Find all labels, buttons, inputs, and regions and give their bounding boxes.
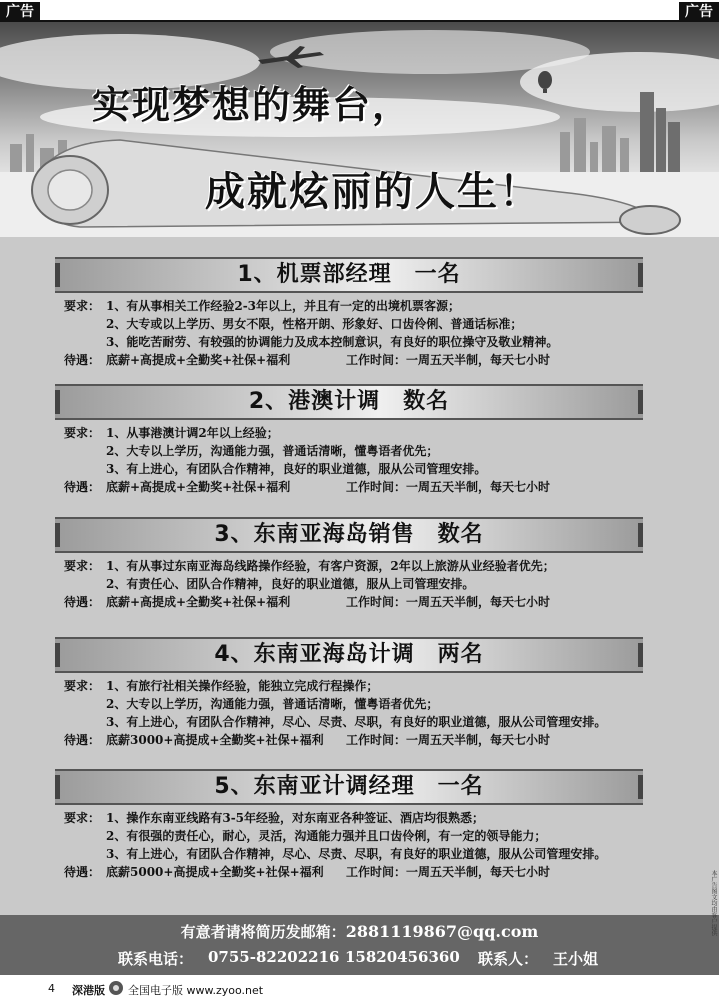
job-4 bbox=[0, 637, 719, 749]
requirement: 3、有上进心，有团队合作精神，尽心、尽责、尽职，有良好的职业道德，服从公司管理安排。 bbox=[106, 715, 607, 729]
page-footer bbox=[0, 978, 719, 1000]
work-hours: 工作时间：一周五天半制，每天七小时 bbox=[346, 595, 551, 609]
site-link[interactable]: 全国电子版 www.zyoo.net bbox=[128, 984, 264, 997]
req-label: 要求： bbox=[64, 299, 101, 313]
contact-person: 王小姐 bbox=[553, 950, 599, 968]
benefits: 底薪+高提成+全勤奖+社保+福利 bbox=[106, 353, 291, 367]
requirement: 1、从事港澳计调2年以上经验； bbox=[106, 426, 279, 440]
work-hours: 工作时间：一周五天半制，每天七小时 bbox=[346, 733, 551, 747]
ad-tag-left: 广告 bbox=[0, 2, 40, 22]
slogan-line-2: 成就炫丽的人生！ bbox=[205, 168, 541, 215]
requirement: 3、有上进心，有团队合作精神，良好的职业道德，服从公司管理安排。 bbox=[106, 462, 487, 476]
contact-email: 2881119867@qq.com bbox=[345, 922, 539, 941]
requirement: 2、大专以上学历，沟通能力强，普通话清晰，懂粤语者优先； bbox=[106, 444, 439, 458]
benefits: 底薪+高提成+全勤奖+社保+福利 bbox=[106, 595, 291, 609]
req-label: 要求： bbox=[64, 679, 101, 693]
req-label: 要求： bbox=[64, 426, 101, 440]
job-title: 2、港澳计调 数名 bbox=[55, 384, 643, 420]
requirement: 1、操作东南亚线路有3-5年经验，对东南亚各种签证、酒店均很熟悉； bbox=[106, 811, 485, 825]
job-title: 1、机票部经理 一名 bbox=[55, 257, 643, 293]
job-3 bbox=[0, 517, 719, 611]
requirement: 3、能吃苦耐劳、有较强的协调能力及成本控制意识，有良好的职位操守及敬业精神。 bbox=[106, 335, 559, 349]
side-note: 本广告图文均由客户提供 bbox=[710, 870, 717, 936]
requirement: 2、大专以上学历，沟通能力强，普通话清晰，懂粤语者优先； bbox=[106, 697, 439, 711]
job-2 bbox=[0, 384, 719, 496]
job-title: 4、东南亚海岛计调 两名 bbox=[55, 637, 643, 673]
requirement: 1、有旅行社相关操作经验，能独立完成行程操作； bbox=[106, 679, 379, 693]
requirement: 2、大专或以上学历、男女不限，性格开朗、形象好、口齿伶俐、普通话标准； bbox=[106, 317, 523, 331]
requirement: 2、有很强的责任心，耐心，灵活，沟通能力强并且口齿伶俐，有一定的领导能力； bbox=[106, 829, 547, 843]
phone-number-1: 0755-82202216 bbox=[208, 948, 340, 966]
job-title: 3、东南亚海岛销售 数名 bbox=[55, 517, 643, 553]
logo-icon bbox=[108, 980, 124, 999]
page-number: 4 bbox=[48, 982, 55, 995]
banner bbox=[0, 22, 719, 237]
email-label: 有意者请将简历发邮箱： bbox=[180, 923, 346, 941]
work-hours: 工作时间：一周五天半制，每天七小时 bbox=[346, 480, 551, 494]
benefit-label: 待遇： bbox=[64, 595, 101, 609]
benefit-label: 待遇： bbox=[64, 353, 101, 367]
requirement: 3、有上进心，有团队合作精神，尽心、尽责、尽职，有良好的职业道德，服从公司管理安排。 bbox=[106, 847, 607, 861]
job-1 bbox=[0, 257, 719, 369]
benefit-label: 待遇： bbox=[64, 480, 101, 494]
req-label: 要求： bbox=[64, 811, 101, 825]
requirement: 2、有责任心、团队合作精神，良好的职业道德，服从上司管理安排。 bbox=[106, 577, 475, 591]
benefit-label: 待遇： bbox=[64, 865, 101, 879]
benefits: 底薪3000+高提成+全勤奖+社保+福利 bbox=[106, 733, 324, 747]
requirement: 1、有从事相关工作经验2-3年以上，并且有一定的出境机票客源； bbox=[106, 299, 461, 313]
ad-tag-right: 广告 bbox=[679, 2, 719, 22]
requirement: 1、有从事过东南亚海岛线路操作经验，有客户资源，2年以上旅游从业经验者优先； bbox=[106, 559, 555, 573]
phone-label: 联系电话： bbox=[118, 950, 194, 968]
job-title: 5、东南亚计调经理 一名 bbox=[55, 769, 643, 805]
person-label: 联系人： bbox=[478, 950, 539, 968]
work-hours: 工作时间：一周五天半制，每天七小时 bbox=[346, 353, 551, 367]
benefits: 底薪+高提成+全勤奖+社保+福利 bbox=[106, 480, 291, 494]
work-hours: 工作时间：一周五天半制，每天七小时 bbox=[346, 865, 551, 879]
benefit-label: 待遇： bbox=[64, 733, 101, 747]
job-listings bbox=[0, 237, 719, 915]
contact-bar bbox=[0, 915, 719, 975]
edition-label: 深港版 bbox=[72, 984, 105, 997]
slogan-line-1: 实现梦想的舞台， bbox=[92, 82, 413, 127]
job-5 bbox=[0, 769, 719, 881]
req-label: 要求： bbox=[64, 559, 101, 573]
benefits: 底薪5000+高提成+全勤奖+社保+福利 bbox=[106, 865, 324, 879]
phone-number-2: 15820456360 bbox=[345, 948, 460, 966]
